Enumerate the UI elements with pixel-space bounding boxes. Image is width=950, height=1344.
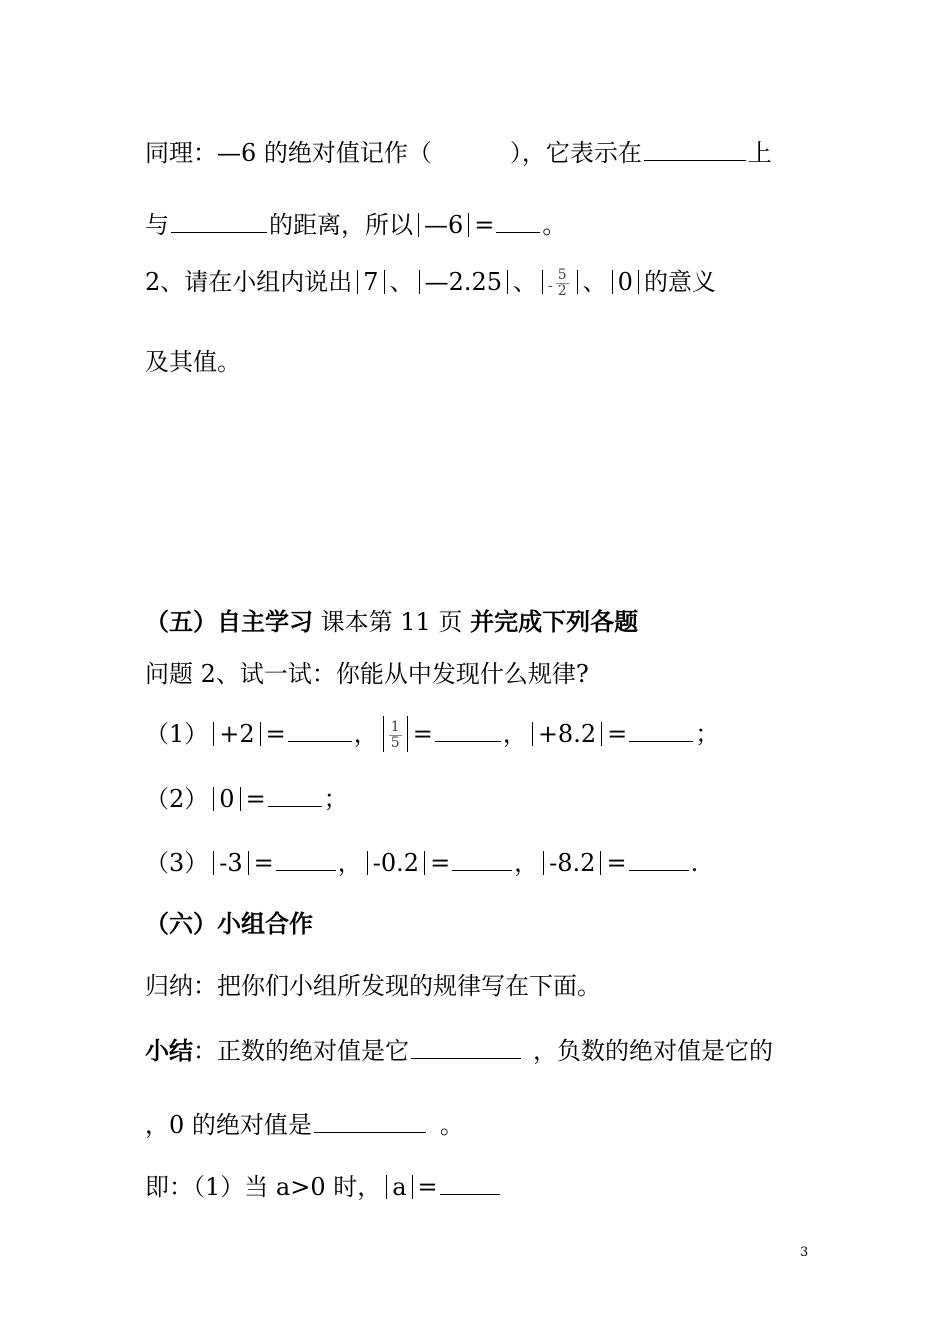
section-five-heading — [145, 606, 638, 638]
answer-blank[interactable] — [276, 846, 336, 871]
section-instruction: 并完成下列各题 — [470, 607, 639, 636]
summary-line — [145, 1034, 773, 1067]
equals-sign: = — [265, 720, 286, 748]
equals-sign: = — [253, 849, 274, 877]
abs-bar — [357, 270, 358, 294]
fill-blank[interactable] — [411, 1034, 521, 1059]
fraction-denominator: 5 — [390, 735, 400, 751]
answer-blank[interactable] — [288, 717, 352, 742]
equals-sign: = — [474, 211, 495, 239]
text-segment: 正数的绝对值是它 — [217, 1037, 409, 1065]
period: . — [690, 849, 699, 877]
abs-bar — [419, 270, 420, 294]
comma: ， — [337, 849, 362, 877]
statement-distance-line — [145, 208, 566, 241]
separator: 、 — [582, 268, 607, 296]
text-segment: ），它表示在 — [509, 139, 642, 167]
equals-sign: = — [430, 849, 451, 877]
exercise-2 — [145, 782, 348, 815]
abs-bar — [577, 270, 578, 294]
abs-bar — [543, 851, 544, 875]
fill-blank[interactable] — [440, 1170, 500, 1195]
exercise-label: （1） — [145, 720, 209, 748]
abs-value: 0 — [617, 268, 633, 296]
text-segment: ，负数的绝对值是它的 — [533, 1037, 773, 1065]
abs-value: -3 — [219, 849, 243, 877]
text-segment: 上 — [747, 139, 772, 167]
equals-sign: = — [606, 849, 627, 877]
abs-bar — [468, 213, 469, 237]
summary-line-2 — [145, 1108, 464, 1141]
fill-blank[interactable] — [644, 136, 746, 161]
paragraph-text: 及其值。 — [145, 348, 241, 376]
answer-blank[interactable] — [268, 782, 322, 807]
abs-bar — [424, 851, 425, 875]
abs-value: +2 — [219, 720, 255, 748]
fill-blank[interactable] — [314, 1108, 426, 1133]
exercise-3 — [145, 846, 698, 879]
abs-bar — [213, 787, 214, 811]
separator: 、 — [513, 268, 537, 296]
abs-bar — [383, 716, 384, 752]
text-segment: 的意义 — [643, 268, 716, 296]
abs-bar — [386, 1175, 387, 1199]
comma: ， — [353, 720, 378, 748]
comma: ， — [514, 849, 539, 877]
page-number: 3 — [800, 1245, 809, 1260]
fill-blank[interactable] — [171, 208, 267, 233]
text-segment: 2、请在小组内说出 — [145, 268, 353, 296]
fraction-numerator: 1 — [390, 719, 400, 735]
abs-bar — [213, 722, 214, 746]
exercise-label: （3） — [145, 849, 209, 877]
abs-bar — [542, 270, 543, 294]
section-six-heading: （六）小组合作 — [145, 909, 313, 938]
abs-bar — [367, 851, 368, 875]
text-segment: ，0 的绝对值是 — [145, 1111, 312, 1139]
abs-bar — [248, 851, 249, 875]
separator: 、 — [389, 268, 414, 296]
text-segment: 。 — [439, 1111, 464, 1139]
exercise-1 — [145, 716, 719, 752]
equals-sign: = — [417, 1173, 438, 1201]
minus-sign: - — [548, 278, 553, 294]
abs-bar — [600, 851, 601, 875]
equals-sign: = — [607, 720, 628, 748]
abs-value: 7 — [363, 268, 379, 296]
abs-value: +8.2 — [537, 720, 597, 748]
colon: ： — [193, 1037, 217, 1065]
fraction-denominator: 2 — [557, 283, 567, 299]
abs-value: -0.2 — [372, 849, 420, 877]
answer-blank[interactable] — [452, 846, 512, 871]
abs-bar — [532, 722, 533, 746]
statement-neg6-line — [145, 136, 772, 169]
abs-bar — [638, 270, 639, 294]
semicolon: ； — [695, 720, 720, 748]
abs-bar — [612, 270, 613, 294]
text-segment: 的距离，所以 — [269, 211, 413, 239]
answer-blank[interactable] — [629, 717, 693, 742]
rule-case-1 — [145, 1170, 502, 1203]
fill-blank[interactable] — [496, 208, 540, 233]
abs-value: 0 — [219, 785, 235, 813]
problem-2-prompt: 问题 2、试一试：你能从中发现什么规律? — [145, 660, 589, 688]
abs-bar — [418, 213, 419, 237]
abs-bar — [384, 270, 385, 294]
semicolon: ； — [323, 785, 348, 813]
text-segment: 同理：—6 的绝对值记作（ — [145, 139, 432, 167]
abs-bar — [407, 716, 408, 752]
abs-bar — [601, 722, 602, 746]
text-segment: 与 — [145, 211, 169, 239]
question-2-line — [145, 266, 716, 302]
abs-bar — [240, 787, 241, 811]
abs-bar — [507, 270, 508, 294]
equals-sign: = — [245, 785, 266, 813]
text-segment: 即：（1）当 a>0 时， — [145, 1173, 382, 1201]
induction-instruction: 归纳：把你们小组所发现的规律写在下面。 — [145, 972, 601, 1000]
fraction — [556, 268, 569, 299]
comma: ， — [502, 720, 527, 748]
abs-value: —6 — [424, 211, 464, 239]
variable-a: a — [392, 1173, 407, 1201]
exercise-label: （2） — [145, 785, 209, 813]
text-segment: 。 — [542, 211, 567, 239]
abs-bar — [260, 722, 261, 746]
abs-bar — [213, 851, 214, 875]
fraction-numerator: 5 — [557, 267, 567, 283]
abs-value: -8.2 — [549, 849, 596, 877]
abs-value: —2.25 — [424, 268, 502, 296]
abs-bar — [412, 1175, 413, 1199]
answer-blank[interactable] — [435, 717, 501, 742]
fraction — [389, 720, 402, 751]
section-title: （五）自主学习 — [145, 607, 313, 636]
equals-sign: = — [412, 720, 433, 748]
section-ref: 课本第 11 页 — [320, 608, 463, 636]
summary-label: 小结 — [145, 1036, 193, 1065]
answer-blank[interactable] — [629, 846, 689, 871]
